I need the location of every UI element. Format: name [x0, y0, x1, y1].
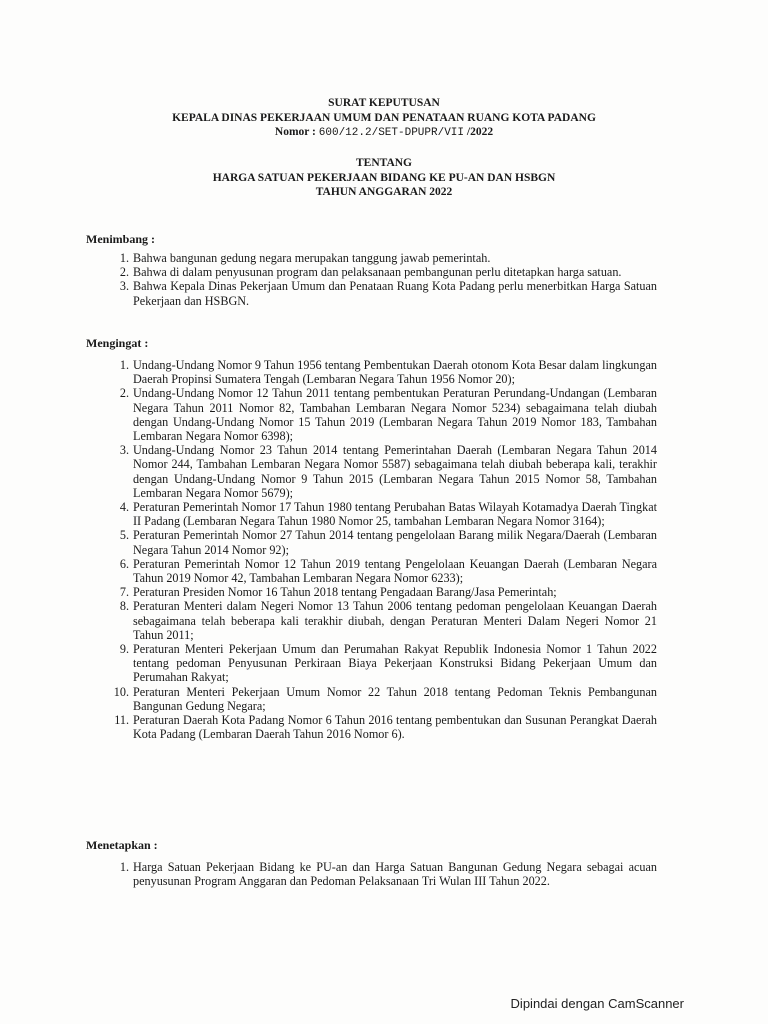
- list-item: [112, 386, 657, 443]
- list-item: [112, 599, 657, 642]
- list-item: [112, 279, 657, 307]
- list-item-number: 1.: [119, 860, 129, 874]
- list-item: [112, 265, 657, 279]
- nomor-value: 600/12.2/SET-DPUPR/VII: [318, 127, 465, 139]
- list-item: [112, 443, 657, 500]
- list-item: [112, 713, 657, 741]
- list-item: [112, 500, 657, 528]
- menetapkan-list: [112, 860, 657, 888]
- list-item-number: 10.: [113, 684, 129, 699]
- menimbang-list: [112, 251, 657, 308]
- document-title: SURAT KEPUTUSAN: [328, 97, 440, 109]
- topic-label: TENTANG: [355, 157, 413, 169]
- list-item-number: 9.: [119, 642, 129, 657]
- list-item-number: 4.: [119, 500, 129, 515]
- list-item-text: Peraturan Menteri Pekerjaan Umum dan Perumahan Rakyat Republik Indonesia Nomor 1 Tahun 2022 tentang pedoman Penyusunan Perkiraan Biaya Pekerjaan Konstruksi Bidang Pekerjaan Umum dan Perumahan Rakyat;: [133, 642, 657, 685]
- list-item-text: Undang-Undang Nomor 9 Tahun 1956 tentang Pembentukan Daerah otonom Kota Besar dalam lingkungan Daerah Propinsi Sumatera Tengah (Lembaran Negara Tahun 1956 Nomor 20);: [133, 358, 657, 387]
- scanner-watermark: Dipindai dengan CamScanner: [510, 996, 684, 1011]
- list-item: [112, 251, 657, 265]
- list-item: [112, 557, 657, 585]
- topic-line-2: TAHUN ANGGARAN 2022: [315, 186, 453, 198]
- list-item: [112, 685, 657, 713]
- list-item-text: Peraturan Presiden Nomor 16 Tahun 2018 tentang Pengadaan Barang/Jasa Pemerintah;: [133, 585, 557, 600]
- list-item: [112, 642, 657, 685]
- list-item-number: 3.: [119, 279, 129, 294]
- list-item-text: Bahwa bangunan gedung negara merupakan tanggung jawab pemerintah.: [133, 251, 491, 265]
- list-item-number: 8.: [119, 599, 129, 614]
- list-item: [112, 358, 657, 386]
- list-item-text: Undang-Undang Nomor 23 Tahun 2014 tentang Pemerintahan Daerah (Lembaran Negara Tahun 2014 Nomor 244, Tambahan Lembaran Negara Nomor 5587) sebagaimana telah diubah beberapa kali, terakhir dengan Undang-Undang Nomor 9 Tahun 2015 (Lembaran Negara Tahun 2015 Nomor 58, Tambahan Lembaran Negara Nomor 5679);: [133, 443, 657, 500]
- list-item: [112, 528, 657, 556]
- list-item: [112, 860, 657, 888]
- list-item-text: Undang-Undang Nomor 12 Tahun 2011 tentang pembentukan Peraturan Perundang-Undangan (Lembaran Negara Tahun 2011 Nomor 82, Tambahan Lembaran Negara Nomor 5234) sebagaimana telah diubah dengan Undang-Undang Nomor 15 Tahun 2019 (Lembaran Negara Tahun 2019 Nomor 183, Tambahan Lembaran Negara Nomor 6398);: [133, 386, 657, 444]
- document-header: [0, 96, 768, 141]
- list-item-text: Peraturan Pemerintah Nomor 27 Tahun 2014 tentang pengelolaan Barang milik Negara/Daerah (Lembaran Negara Tahun 2014 Nomor 92);: [133, 528, 657, 557]
- topic-line-1: HARGA SATUAN PEKERJAAN BIDANG KE PU-AN DAN HSBGN: [212, 171, 556, 184]
- list-item-number: 6.: [119, 556, 129, 571]
- list-item-number: 3.: [119, 443, 129, 458]
- nomor-label: Nomor :: [274, 126, 316, 138]
- list-item-number: 5.: [119, 528, 129, 543]
- menetapkan-title: Menetapkan :: [86, 838, 158, 852]
- document-subtitle: KEPALA DINAS PEKERJAAN UMUM DAN PENATAAN RUANG KOTA PADANG: [172, 111, 596, 124]
- list-item-number: 1.: [119, 358, 129, 372]
- document-number: [0, 125, 768, 141]
- list-item-text: Bahwa Kepala Dinas Pekerjaan Umum dan Penataan Ruang Kota Padang perlu menerbitkan Harga Satuan Pekerjaan dan HSBGN.: [133, 279, 657, 308]
- list-item: [112, 585, 657, 599]
- list-item-number: 2.: [119, 386, 129, 401]
- menimbang-title: Menimbang :: [86, 232, 155, 246]
- list-item-text: Peraturan Pemerintah Nomor 17 Tahun 1980 tentang Perubahan Batas Wilayah Kotamadya Daerah Tingkat II Padang (Lembaran Negara Tahun 1980 Nomor 25, tambahan Lembaran Negara Nomor 3164);: [133, 500, 657, 529]
- mengingat-list: [112, 358, 657, 741]
- mengingat-title: Mengingat :: [86, 336, 149, 350]
- list-item-text: Peraturan Daerah Kota Padang Nomor 6 Tahun 2016 tentang pembentukan dan Susunan Perangkat Daerah Kota Padang (Lembaran Daerah Tahun 2016 Nomor 6).: [133, 713, 657, 742]
- nomor-year: /2022: [466, 126, 494, 138]
- list-item-number: 11.: [114, 713, 129, 728]
- document-topic: [0, 156, 768, 200]
- list-item-number: 1.: [119, 251, 129, 265]
- list-item-number: 7.: [119, 585, 129, 600]
- list-item-number: 2.: [119, 265, 129, 280]
- list-item-text: Harga Satuan Pekerjaan Bidang ke PU-an dan Harga Satuan Bangunan Gedung Negara sebagai acuan penyusunan Program Anggaran dan Pedoman Pelaksanaan Tri Wulan III Tahun 2022.: [133, 860, 657, 889]
- list-item-text: Bahwa di dalam penyusunan program dan pelaksanaan pembangunan perlu ditetapkan harga satuan.: [133, 265, 622, 280]
- list-item-text: Peraturan Menteri Pekerjaan Umum Nomor 22 Tahun 2018 tentang Pedoman Teknis Pembangunan Bangunan Gedung Negara;: [133, 684, 657, 713]
- list-item-text: Peraturan Pemerintah Nomor 12 Tahun 2019 tentang Pengelolaan Keuangan Daerah (Lembaran Negara Tahun 2019 Nomor 42, Tambahan Lembaran Negara Nomor 6233);: [133, 556, 657, 586]
- list-item-text: Peraturan Menteri dalam Negeri Nomor 13 Tahun 2006 tentang pedoman pengelolaan Keuangan Daerah sebagaimana telah beberapa kali terakhir diubah, dengan Peraturan Menteri Dalam Negeri Nomor 21 Tahun 2011;: [133, 599, 657, 642]
